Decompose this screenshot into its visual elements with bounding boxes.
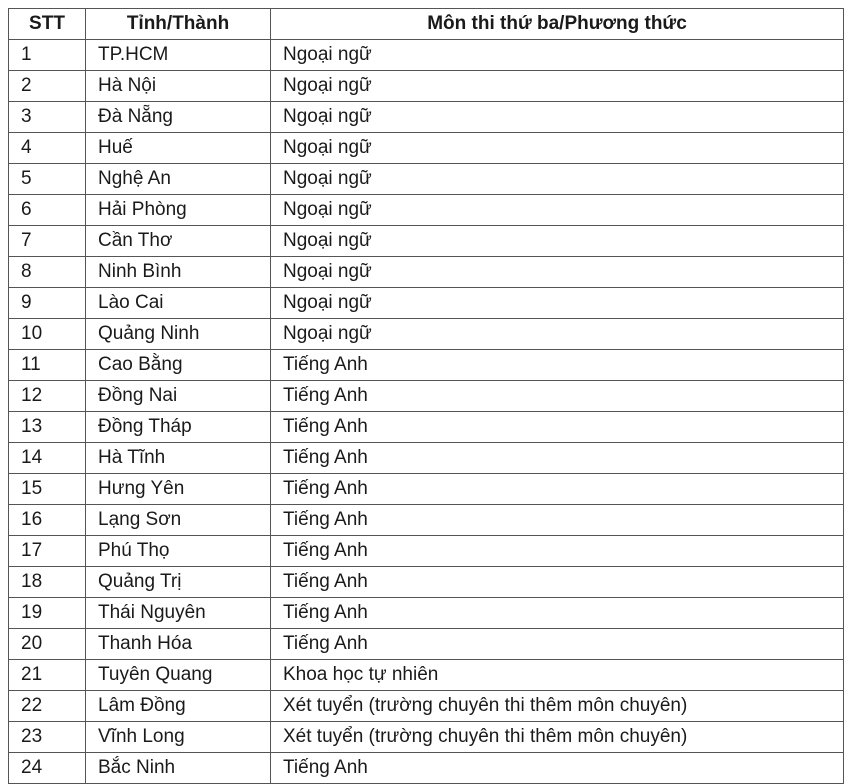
header-province: Tỉnh/Thành: [86, 9, 271, 40]
table-row: [9, 102, 844, 133]
province-cell: TP.HCM: [86, 40, 271, 71]
table-row: [9, 660, 844, 691]
province-cell: Vĩnh Long: [86, 722, 271, 753]
subject-cell: Ngoại ngữ: [271, 40, 844, 71]
table-row: [9, 133, 844, 164]
table-row: [9, 567, 844, 598]
table-row: [9, 257, 844, 288]
province-cell: Phú Thọ: [86, 536, 271, 567]
subject-cell: Tiếng Anh: [271, 753, 844, 784]
province-cell: Hưng Yên: [86, 474, 271, 505]
table-row: [9, 722, 844, 753]
table-header: [9, 9, 844, 40]
table-row: [9, 443, 844, 474]
stt-cell: 6: [9, 195, 86, 226]
province-cell: Hà Nội: [86, 71, 271, 102]
subject-cell: Tiếng Anh: [271, 505, 844, 536]
subject-cell: Ngoại ngữ: [271, 226, 844, 257]
province-cell: Thái Nguyên: [86, 598, 271, 629]
province-cell: Đà Nẵng: [86, 102, 271, 133]
table-row: [9, 350, 844, 381]
subject-cell: Tiếng Anh: [271, 412, 844, 443]
table-body: [9, 40, 844, 784]
province-cell: Lâm Đồng: [86, 691, 271, 722]
stt-cell: 5: [9, 164, 86, 195]
header-stt: STT: [9, 9, 86, 40]
stt-cell: 17: [9, 536, 86, 567]
table-row: [9, 319, 844, 350]
stt-cell: 14: [9, 443, 86, 474]
subject-cell: Tiếng Anh: [271, 381, 844, 412]
table-row: [9, 753, 844, 784]
province-cell: Quảng Ninh: [86, 319, 271, 350]
stt-cell: 4: [9, 133, 86, 164]
province-cell: Đồng Tháp: [86, 412, 271, 443]
table-row: [9, 40, 844, 71]
subject-cell: Khoa học tự nhiên: [271, 660, 844, 691]
table-row: [9, 226, 844, 257]
province-cell: Hà Tĩnh: [86, 443, 271, 474]
header-row: [9, 9, 844, 40]
stt-cell: 3: [9, 102, 86, 133]
table-row: [9, 505, 844, 536]
subject-cell: Tiếng Anh: [271, 536, 844, 567]
table-row: [9, 629, 844, 660]
stt-cell: 13: [9, 412, 86, 443]
subject-cell: Xét tuyển (trường chuyên thi thêm môn chuyên): [271, 691, 844, 722]
table-row: [9, 474, 844, 505]
subject-cell: Ngoại ngữ: [271, 102, 844, 133]
stt-cell: 22: [9, 691, 86, 722]
province-cell: Đồng Nai: [86, 381, 271, 412]
table-row: [9, 412, 844, 443]
province-cell: Huế: [86, 133, 271, 164]
subject-cell: Tiếng Anh: [271, 567, 844, 598]
province-cell: Cần Thơ: [86, 226, 271, 257]
province-cell: Tuyên Quang: [86, 660, 271, 691]
stt-cell: 20: [9, 629, 86, 660]
stt-cell: 19: [9, 598, 86, 629]
stt-cell: 11: [9, 350, 86, 381]
table-row: [9, 598, 844, 629]
table-row: [9, 691, 844, 722]
stt-cell: 1: [9, 40, 86, 71]
subject-cell: Ngoại ngữ: [271, 164, 844, 195]
table-row: [9, 288, 844, 319]
table-container: [8, 8, 844, 784]
table-row: [9, 381, 844, 412]
province-cell: Nghệ An: [86, 164, 271, 195]
table-row: [9, 164, 844, 195]
subject-cell: Tiếng Anh: [271, 443, 844, 474]
stt-cell: 8: [9, 257, 86, 288]
province-cell: Quảng Trị: [86, 567, 271, 598]
stt-cell: 23: [9, 722, 86, 753]
header-subject: Môn thi thứ ba/Phương thức: [271, 9, 844, 40]
stt-cell: 18: [9, 567, 86, 598]
stt-cell: 16: [9, 505, 86, 536]
province-cell: Lạng Sơn: [86, 505, 271, 536]
province-cell: Thanh Hóa: [86, 629, 271, 660]
table-row: [9, 195, 844, 226]
province-cell: Lào Cai: [86, 288, 271, 319]
subject-cell: Tiếng Anh: [271, 629, 844, 660]
stt-cell: 7: [9, 226, 86, 257]
stt-cell: 15: [9, 474, 86, 505]
subject-cell: Tiếng Anh: [271, 474, 844, 505]
exam-subject-table: [8, 8, 844, 784]
subject-cell: Ngoại ngữ: [271, 288, 844, 319]
subject-cell: Ngoại ngữ: [271, 195, 844, 226]
stt-cell: 9: [9, 288, 86, 319]
province-cell: Hải Phòng: [86, 195, 271, 226]
subject-cell: Tiếng Anh: [271, 350, 844, 381]
province-cell: Cao Bằng: [86, 350, 271, 381]
stt-cell: 21: [9, 660, 86, 691]
province-cell: Bắc Ninh: [86, 753, 271, 784]
stt-cell: 10: [9, 319, 86, 350]
stt-cell: 12: [9, 381, 86, 412]
subject-cell: Xét tuyển (trường chuyên thi thêm môn chuyên): [271, 722, 844, 753]
table-row: [9, 536, 844, 567]
subject-cell: Ngoại ngữ: [271, 319, 844, 350]
subject-cell: Tiếng Anh: [271, 598, 844, 629]
table-row: [9, 71, 844, 102]
province-cell: Ninh Bình: [86, 257, 271, 288]
subject-cell: Ngoại ngữ: [271, 71, 844, 102]
subject-cell: Ngoại ngữ: [271, 133, 844, 164]
stt-cell: 24: [9, 753, 86, 784]
stt-cell: 2: [9, 71, 86, 102]
subject-cell: Ngoại ngữ: [271, 257, 844, 288]
